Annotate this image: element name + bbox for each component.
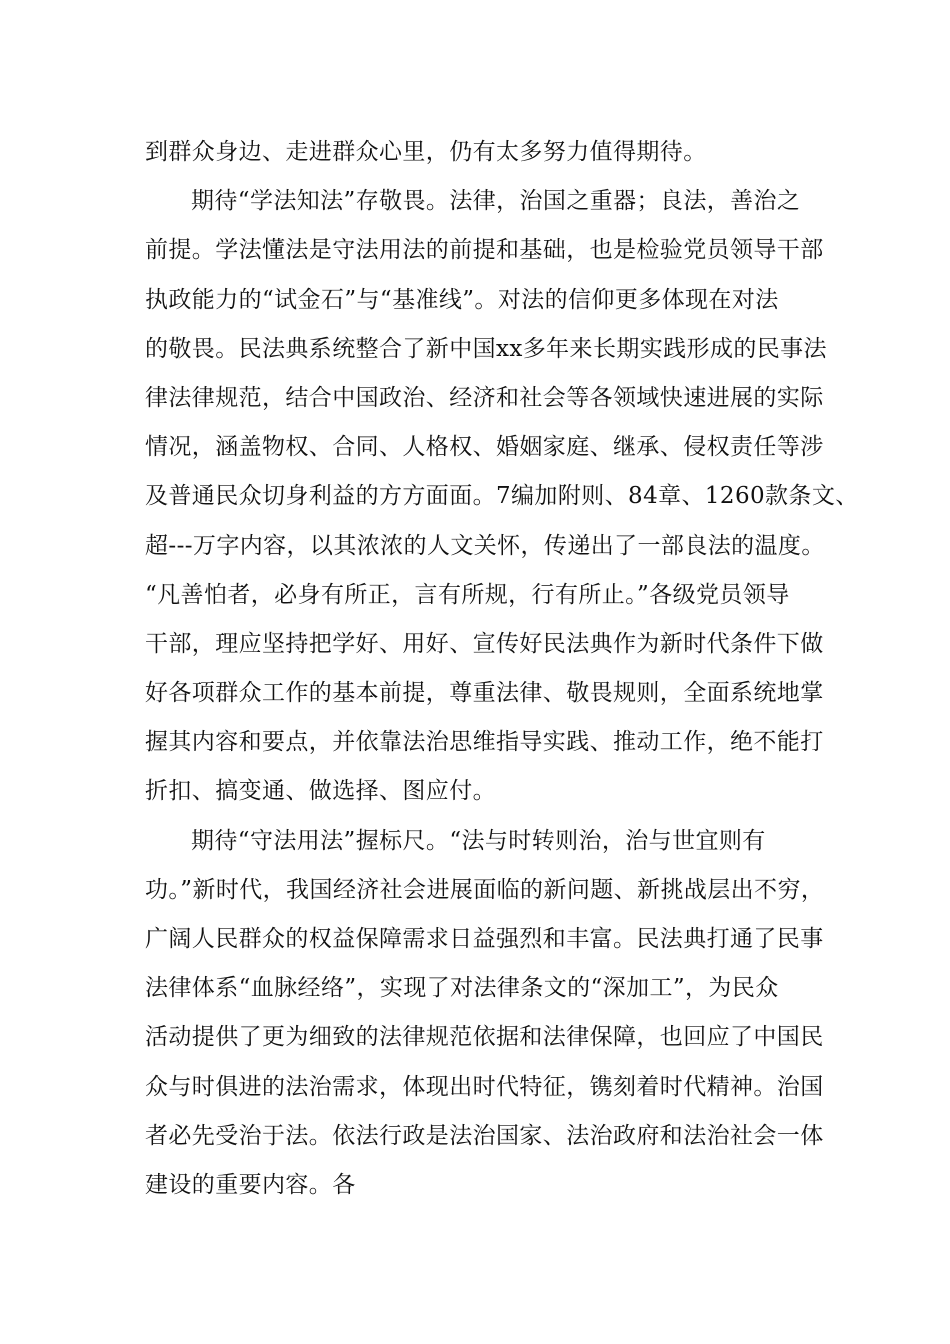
text-line: “凡善怕者，必身有所正，言有所规，行有所止。”各级党员领导 xyxy=(145,581,790,608)
text-line: 众与时俱进的法治需求，体现出时代特征，镌刻着时代精神。治国 xyxy=(145,1073,824,1100)
text-line: 律法律规范，结合中国政治、经济和社会等各领域快速进展的实际 xyxy=(145,384,824,411)
text-line: 好各项群众工作的基本前提，尊重法律、敬畏规则，全面系统地掌 xyxy=(145,680,824,707)
text-line: 建设的重要内容。各 xyxy=(145,1171,356,1198)
text-line: 者必先受治于法。依法行政是法治国家、法治政府和法治社会一体 xyxy=(145,1122,824,1149)
paragraph-start-line: 期待“学法知法”存敬畏。法律，治国之重器；良法，善治之 xyxy=(191,188,801,215)
text-line: 及普通民众切身利益的方方面面。7编加附则、84章、1260款条文、 xyxy=(145,483,859,510)
text-line: 情况，涵盖物权、合同、人格权、婚姻家庭、继承、侵权责任等涉 xyxy=(145,434,824,461)
text-line: 执政能力的“试金石”与“基准线”。对法的信仰更多体现在对法 xyxy=(145,286,779,313)
text-line: 广阔人民群众的权益保障需求日益强烈和丰富。民法典打通了民事 xyxy=(145,926,824,952)
text-line: 法律体系“血脉经络”，实现了对法律条文的“深加工”，为民众 xyxy=(145,975,779,1002)
text-line: 折扣、搞变通、做选择、图应付。 xyxy=(145,778,496,805)
text-line: 的敬畏。民法典系统整合了新中国xx多年来长期实践形成的民事法 xyxy=(145,335,827,362)
text-line: 超---万字内容，以其浓浓的人文关怀，传递出了一部良法的温度。 xyxy=(145,532,825,559)
text-line: 握其内容和要点，并依靠法治思维指导实践、推动工作，绝不能打 xyxy=(145,729,824,756)
text-line: 功。”新时代，我国经济社会进展面临的新问题、新挑战层出不穷， xyxy=(145,876,825,903)
text-line: 活动提供了更为细致的法律规范依据和法律保障，也回应了中国民 xyxy=(145,1024,824,1051)
body-text xyxy=(145,128,859,1210)
paragraph-start-line: 期待“守法用法”握标尺。“法与时转则治，治与世宜则有 xyxy=(191,827,766,854)
text-line: 前提。学法懂法是守法用法的前提和基础，也是检验党员领导干部 xyxy=(145,237,824,264)
text-line: 干部，理应坚持把学好、用好、宣传好民法典作为新时代条件下做 xyxy=(145,630,824,657)
text-line: 到群众身边、走进群众心里，仍有太多努力值得期待。 xyxy=(145,139,707,165)
